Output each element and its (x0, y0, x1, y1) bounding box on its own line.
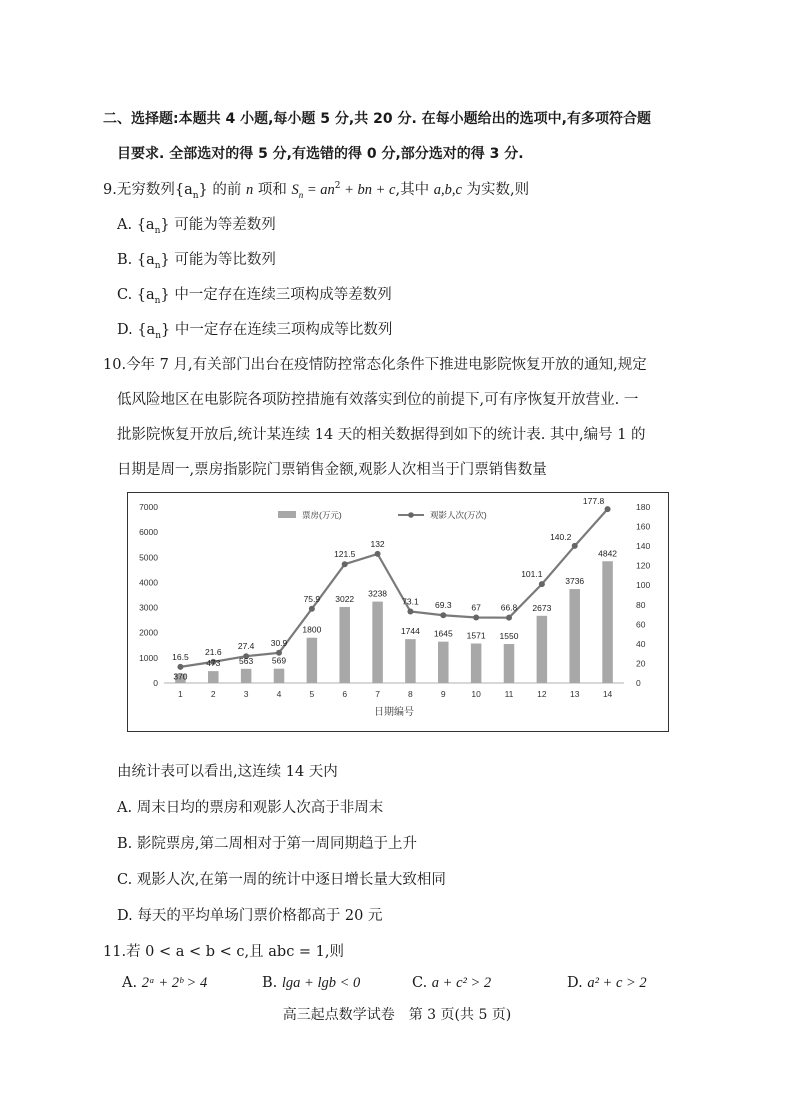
bar-value-label: 3736 (565, 576, 585, 587)
q11-option-d (567, 975, 647, 992)
q9-option-d (117, 318, 392, 341)
option-text: 可能为等差数列 (174, 217, 276, 233)
q9-n: n (245, 182, 254, 198)
x-tick-label: 10 (471, 689, 481, 699)
q9-abc: a,b,c (433, 182, 462, 198)
option-letter: D. (117, 908, 133, 924)
bar (602, 561, 613, 683)
line-value-label: 73.1 (402, 596, 419, 607)
y-right-tick-label: 60 (636, 619, 646, 630)
y-left-tick-label: 6000 (139, 527, 158, 538)
bar (339, 607, 350, 683)
q10-line4: 日期是周一,票房指影院门票销售金额,观影人次相当于门票销售数量 (117, 462, 547, 478)
x-axis-label: 日期编号 (374, 707, 414, 718)
q9-seq-sub: n (154, 225, 161, 236)
q9-seq-close: } (161, 322, 171, 338)
q10-option-c (117, 868, 446, 889)
bar-value-label: 3022 (335, 594, 355, 605)
bar (569, 589, 580, 683)
line-value-label: 140.2 (550, 531, 572, 542)
line-point (506, 615, 512, 621)
option-letter: B. (117, 252, 133, 268)
q10-number: 10. (103, 357, 127, 373)
line-value-label: 30.9 (270, 637, 288, 648)
x-tick-label: 7 (375, 689, 380, 699)
y-right-tick-label: 80 (636, 599, 646, 610)
bar (372, 602, 383, 683)
q9-seq-close: } (160, 217, 170, 233)
y-right-tick-label: 100 (636, 580, 651, 591)
option-text: 可能为等比数列 (174, 252, 276, 268)
q9-seq-close: } (160, 252, 170, 268)
option-letter: D. (567, 975, 583, 991)
x-tick-label: 4 (276, 689, 282, 699)
q9-option-b (117, 248, 276, 271)
bar-value-label: 370 (173, 671, 188, 682)
q10-text: 今年 7 月,有关部门出台在疫情防控常态化条件下推进电影院恢复开放的通知,规定 (126, 357, 647, 373)
q9-eq-b: + bn + c (340, 182, 396, 198)
q9-S-sub: n (298, 189, 304, 200)
option-text: 中一定存在连续三项构成等比数列 (174, 322, 393, 338)
x-tick-label: 3 (243, 689, 249, 699)
line-value-label: 177.8 (582, 496, 605, 507)
y-left-tick-label: 2000 (139, 627, 158, 638)
x-tick-label: 8 (408, 689, 413, 699)
bar-value-label: 563 (239, 655, 254, 666)
page-footer: 高三起点数学试卷 第 3 页(共 5 页) (282, 1007, 512, 1023)
bar-value-label: 2673 (532, 602, 552, 613)
q9-number: 9. (103, 182, 117, 198)
option-text: lga + lgb < 0 (281, 975, 361, 991)
line-value-label: 132 (370, 538, 385, 549)
bar-value-label: 1744 (400, 626, 420, 637)
line-value-label: 67 (471, 602, 481, 613)
line-point (572, 543, 578, 549)
line-value-label: 66.8 (500, 602, 518, 613)
bar (274, 669, 285, 683)
option-text: 周末日均的票房和观影人次高于非周末 (136, 800, 384, 816)
q9-eq-sup: 2 (334, 181, 341, 192)
line-value-label: 121.5 (334, 549, 356, 560)
y-right-tick-label: 140 (636, 541, 651, 552)
bar-value-label: 1645 (433, 628, 453, 639)
bar (537, 616, 548, 683)
x-tick-label: 11 (504, 689, 514, 699)
q9-seq-open: {a (136, 217, 155, 233)
line-value-label: 75.9 (303, 593, 321, 604)
option-text: 影院票房,第二周相对于第一周同期趋于上升 (136, 836, 417, 852)
y-left-tick-label: 7000 (139, 502, 158, 512)
x-tick-label: 13 (569, 689, 580, 699)
q9-option-c (117, 283, 392, 306)
bar-value-label: 473 (206, 658, 221, 669)
bar (307, 638, 318, 683)
line-point (342, 561, 348, 567)
option-text: 每天的平均单场门票价格都高于 20 元 (137, 908, 383, 924)
q9-S: S (291, 182, 299, 198)
line-value-label: 16.5 (172, 651, 189, 662)
q9-seq-open: {a (174, 182, 193, 198)
y-left-tick-label: 0 (153, 678, 158, 688)
q9-seq-open: {a (137, 322, 156, 338)
option-letter: A. (117, 217, 133, 233)
option-letter: D. (117, 322, 133, 338)
x-tick-label: 5 (309, 689, 315, 699)
y-right-tick-label: 160 (636, 521, 651, 532)
option-letter: B. (117, 836, 133, 852)
q10-after-chart: 由统计表可以看出,这连续 14 天内 (117, 764, 338, 780)
line-point (177, 664, 183, 670)
bar (241, 669, 252, 683)
line-point (605, 506, 611, 512)
line-value-label: 69.3 (435, 600, 452, 611)
q9-stem-e: 为实数,则 (461, 182, 530, 198)
q11-stem (103, 940, 344, 961)
bar (471, 644, 482, 683)
chart-svg (128, 493, 668, 731)
line-point (539, 581, 545, 587)
q9-seq-close: } (160, 287, 170, 303)
option-letter: B. (262, 975, 278, 991)
y-left-tick-label: 1000 (139, 652, 158, 663)
y-right-tick-label: 180 (636, 502, 651, 512)
bar-value-label: 4842 (598, 548, 618, 559)
x-tick-label: 2 (210, 689, 216, 699)
option-text: a² + c > 2 (587, 975, 647, 991)
y-left-tick-label: 3000 (139, 602, 158, 613)
line-value-label: 21.6 (205, 646, 222, 657)
x-tick-label: 12 (537, 689, 547, 699)
q9-seq-open: {a (136, 252, 155, 268)
x-tick-label: 1 (178, 689, 183, 699)
legend-bar-swatch (278, 511, 296, 518)
q9-stem-b: 的前 (207, 182, 246, 198)
legend-line-marker (408, 512, 414, 518)
q9-eq-a: = an (303, 182, 335, 198)
statistics-chart (127, 492, 669, 732)
y-right-tick-label: 0 (636, 678, 641, 688)
q9-seq-sub: n (192, 190, 199, 201)
option-text: 中一定存在连续三项构成等差数列 (174, 287, 392, 303)
option-letter: A. (122, 975, 138, 991)
q9-stem (103, 178, 529, 201)
q11-text: 若 0 < a < b < c,且 abc = 1,则 (126, 944, 345, 960)
line-value-label: 101.1 (521, 569, 543, 580)
x-tick-label: 14 (602, 689, 613, 699)
y-right-tick-label: 20 (636, 658, 646, 669)
q10-option-a (117, 796, 383, 817)
bar-value-label: 3238 (368, 588, 388, 599)
q11-option-c (412, 975, 491, 992)
bar (438, 642, 449, 683)
line-value-label: 27.4 (237, 641, 255, 652)
q9-stem-a: 无穷数列 (116, 182, 175, 198)
bar-value-label: 1800 (302, 624, 322, 635)
option-text: a + c² > 2 (431, 975, 492, 991)
line-point (407, 609, 413, 615)
y-right-tick-label: 120 (636, 560, 651, 571)
x-tick-label: 6 (342, 689, 348, 699)
q9-seq-open: {a (136, 287, 155, 303)
option-text: 观影人次,在第一周的统计中逐日增长量大致相同 (136, 872, 446, 888)
q10-option-d (117, 904, 383, 925)
line-point (375, 551, 381, 557)
q11-number: 11. (103, 944, 127, 960)
option-letter: A. (117, 800, 133, 816)
q9-seq-sub: n (155, 330, 161, 341)
q9-seq-sub: n (154, 295, 161, 306)
q9-stem-d: ,其中 (395, 182, 434, 198)
q10-line2: 低风险地区在电影院各项防控措施有效落实到位的前提下,可有序恢复开放营业. 一 (117, 392, 639, 408)
x-tick-label: 9 (440, 689, 446, 699)
line-point (440, 612, 446, 618)
line-point (473, 614, 479, 620)
option-letter: C. (117, 872, 133, 888)
q9-stem-c: 项和 (253, 182, 292, 198)
q10-line3: 批影院恢复开放后,统计某连续 14 天的相关数据得到如下的统计表. 其中,编号 1 的 (117, 427, 646, 443)
section-header-line1: 二、选择题:本题共 4 小题,每小题 5 分,共 20 分. 在每小题给出的选项中,有多项符合题 (103, 111, 651, 127)
q9-seq-close: } (198, 182, 208, 198)
y-left-tick-label: 5000 (139, 552, 158, 563)
bar-value-label: 1571 (466, 630, 486, 641)
q11-option-a (122, 975, 207, 992)
legend-bar-label: 票房(万元) (302, 510, 342, 520)
option-letter: C. (412, 975, 428, 991)
q9-option-a (117, 213, 276, 236)
bar (504, 644, 515, 683)
option-text: 2ᵃ + 2ᵇ > 4 (141, 975, 208, 991)
q9-seq-sub: n (154, 260, 161, 271)
q11-option-b (262, 975, 360, 992)
section-header-line2: 目要求. 全部选对的得 5 分,有选错的得 0 分,部分选对的得 3 分. (117, 146, 524, 162)
option-letter: C. (117, 287, 133, 303)
bar-value-label: 569 (271, 655, 287, 666)
line-point (309, 606, 315, 612)
y-left-tick-label: 4000 (139, 577, 158, 588)
q10-option-b (117, 832, 417, 853)
y-right-tick-label: 40 (636, 638, 646, 649)
legend-line-label: 观影人次(万次) (430, 510, 487, 520)
bar (208, 671, 219, 683)
q10-line1 (103, 353, 647, 374)
bar-value-label: 1550 (499, 631, 519, 642)
bar (405, 639, 416, 683)
